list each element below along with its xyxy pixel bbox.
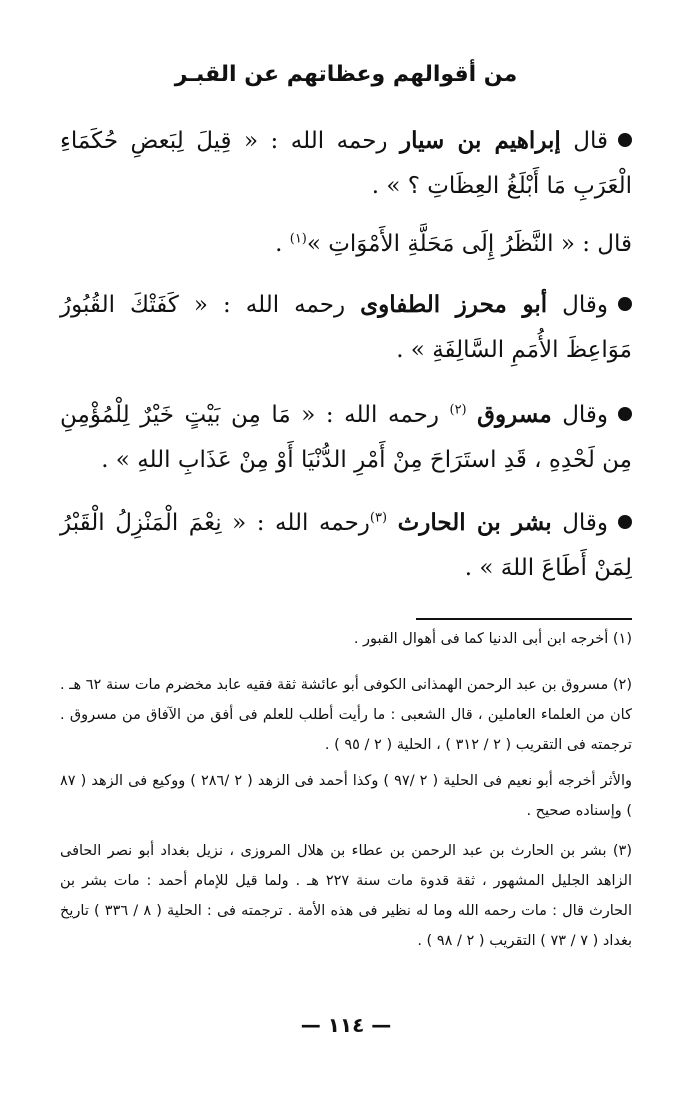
bullet-icon bbox=[618, 133, 632, 147]
quote-lead: وقال bbox=[562, 292, 608, 318]
bullet-icon bbox=[618, 297, 632, 311]
quote-paragraph-4 bbox=[60, 392, 632, 483]
quote-text: رحمه الله : « كَفَتْكَ القُبُورُ مَوَاعِظَ الأُمَمِ السَّالِفَةِ » . bbox=[60, 292, 632, 363]
bullet-icon bbox=[618, 515, 632, 529]
quote-text: قال : « النَّظَرُ إِلَى مَحَلَّةِ الأَمْوَاتِ » bbox=[306, 231, 632, 257]
footnote-2-continued: والأثر أخرجه أبو نعيم فى الحلية ( ٢ /٩٧ ) وكذا أحمد فى الزهد ( ٢ /٢٨٦ ) ووكيع فى الزهد ( ٨٧ ) وإسناده صحيح . bbox=[60, 773, 632, 819]
quote-text: رحمه الله : « قِيلَ لِبَعضِ حُكَمَاءِ الْعَرَبِ مَا أَبْلَغُ العِظَاتِ ؟ » . bbox=[60, 128, 632, 199]
speaker-name: بشر بن الحارث bbox=[397, 509, 552, 536]
speaker-name: إبراهيم بن سيار bbox=[400, 127, 561, 154]
quote-paragraph-1 bbox=[60, 118, 632, 209]
speaker-name: مسروق bbox=[477, 401, 552, 428]
quote-paragraph-2 bbox=[60, 222, 632, 267]
quote-paragraph-5 bbox=[60, 500, 632, 591]
footnote-ref-1: (١) bbox=[289, 231, 307, 247]
quote-text: رحمه الله : « نِعْمَ الْمَنْزِلُ الْقَبْرُ لِمَنْ أَطَاعَ اللهَ » . bbox=[60, 510, 632, 581]
footnote-ref-3: (٣) bbox=[369, 510, 388, 526]
bullet-icon bbox=[618, 407, 632, 421]
speaker-name: أبو محرز الطفاوى bbox=[360, 291, 548, 318]
quote-lead: قال bbox=[573, 128, 608, 154]
footnote-3: (٣) بشر بن الحارث بن عبد الرحمن بن عطاء بن هلال المروزى ، نزيل بغداد أبو نصر الحافى الزاهد الجليل المشهور ، ثقة قدوة مات سنة ٢٢٧ هـ . ولما قيل للإمام أحمد : مات بشر بن الحارث قال : مات رحمه الله وما له نظير فى هذه الأمة . ترجمته فى : الحلية ( ٨ / ٣٣٦ ) تاريخ بغداد ( ٧ / ٧٣ ) التقريب ( ٢ / ٩٨ ) . bbox=[60, 843, 632, 949]
book-page bbox=[60, 0, 632, 1100]
quote-text: رحمه الله : « مَا مِن بَيْتٍ خَيْرٌ لِلْمُؤْمِنِ مِن لَحْدِهِ ، قَدِ استَرَاحَ مِنْ أَمْرِ الدُّنْيَا أَوْ مِنْ عَذَابِ اللهِ » . bbox=[60, 402, 632, 473]
page-number: — ١١٤ — bbox=[300, 1013, 392, 1037]
chapter-title: من أقوالهم وعظاتهم عن القبـر bbox=[174, 62, 518, 87]
footnote-2: (٢) مسروق بن عبد الرحمن الهمذانى الكوفى أبو عائشة ثقة فقيه عابد مخضرم مات سنة ٦٢ هـ . كان من العلماء العاملين ، قال الشعبى : ما رأيت أطلب للعلم فى أفق من الآفاق من مسروق . ترجمته فى التقريب ( ٢ / ٣١٢ ) ، الحلية ( ٢ / ٩٥ ) . bbox=[60, 677, 632, 753]
footnote-ref-2: (٢) bbox=[449, 402, 467, 418]
footnote-1: (١) أخرجه ابن أبى الدنيا كما فى أهوال القبور . bbox=[353, 631, 632, 647]
quote-lead: وقال bbox=[562, 510, 609, 536]
footnote-divider bbox=[416, 618, 632, 620]
quote-tail: . bbox=[275, 231, 290, 257]
quote-paragraph-3 bbox=[60, 282, 632, 373]
quote-lead: وقال bbox=[562, 402, 609, 428]
